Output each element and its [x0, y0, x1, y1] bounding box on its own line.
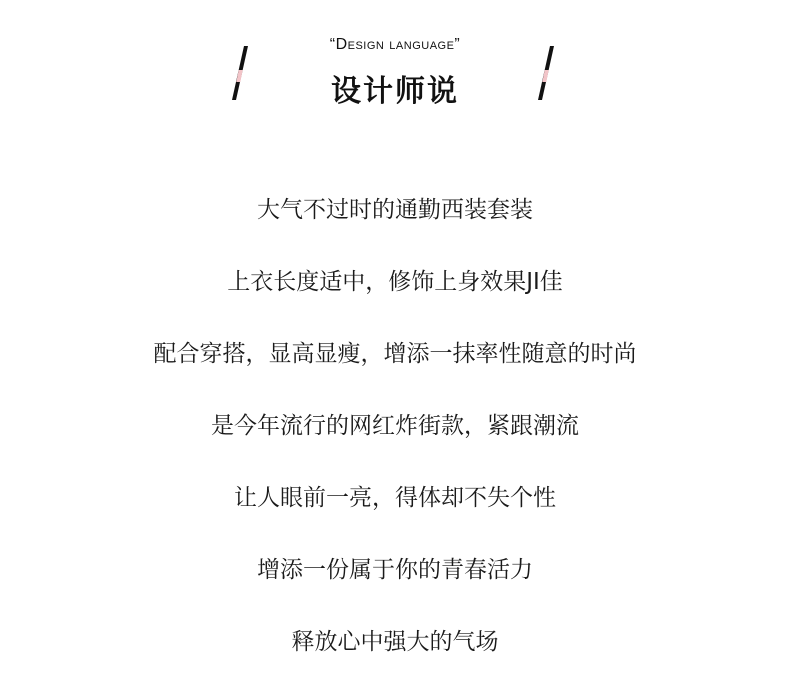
description-line: 释放心中强大的气场: [291, 629, 499, 655]
description-line: 配合穿搭，显高显瘦，增添一抹率性随意的时尚: [153, 341, 637, 367]
description-line: 是今年流行的网红炸街款，紧跟潮流: [211, 413, 579, 439]
description-line: 增添一份属于你的青春活力: [257, 557, 533, 583]
description-line: 大气不过时的通勤西装套装: [257, 197, 533, 223]
section-subtitle: “Design language”: [329, 36, 461, 53]
section-header: [0, 0, 790, 120]
description-line: 让人眼前一亮，得体却不失个性: [234, 485, 556, 511]
description-text-block: [0, 192, 790, 696]
section-title: 设计师说: [331, 74, 459, 109]
decorative-slash-right-icon: [536, 46, 556, 100]
description-line: 上衣长度适中，修饰上身效果JI佳: [227, 269, 563, 295]
